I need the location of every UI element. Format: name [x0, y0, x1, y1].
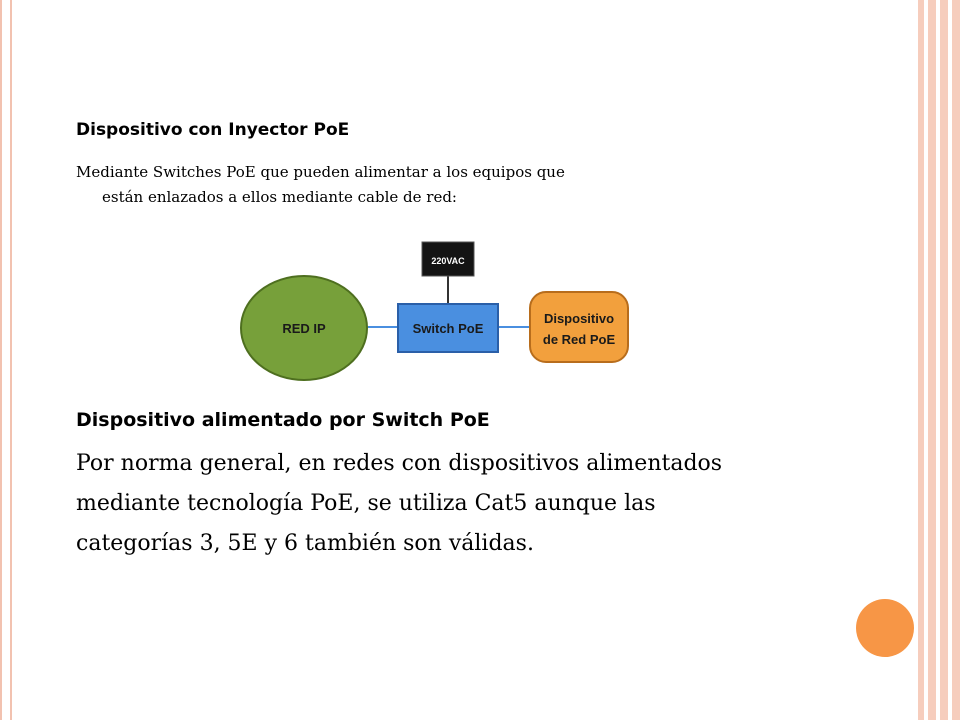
poe-diagram	[236, 228, 636, 388]
network-label: RED IP	[282, 321, 326, 336]
right-stripes-decoration	[918, 0, 960, 720]
power-label: 220VAC	[431, 256, 465, 266]
heading-switch-powered: Dispositivo alimentado por Switch PoE	[76, 409, 490, 431]
paragraph-cat5-line2: mediante tecnología PoE, se utiliza Cat5 aunque las	[76, 491, 656, 516]
switch-label: Switch PoE	[412, 321, 484, 336]
paragraph-cat5-line3: categorías 3, 5E y 6 también son válidas.	[76, 531, 534, 556]
device-node	[530, 292, 628, 362]
paragraph-cat5	[76, 444, 856, 564]
paragraph-switches-line2: están enlazados a ellos mediante cable de red:	[102, 188, 457, 206]
left-border-decoration	[0, 0, 12, 720]
accent-circle	[856, 599, 914, 657]
device-label-line2: de Red PoE	[542, 332, 616, 347]
paragraph-switches-line1: Mediante Switches PoE que pueden alimentar a los equipos que	[76, 163, 565, 181]
device-label-line1: Dispositivo	[543, 311, 615, 326]
paragraph-switches	[76, 160, 840, 210]
heading-injector: Dispositivo con Inyector PoE	[76, 120, 350, 140]
paragraph-cat5-line1: Por norma general, en redes con dispositivos alimentados	[76, 451, 723, 476]
